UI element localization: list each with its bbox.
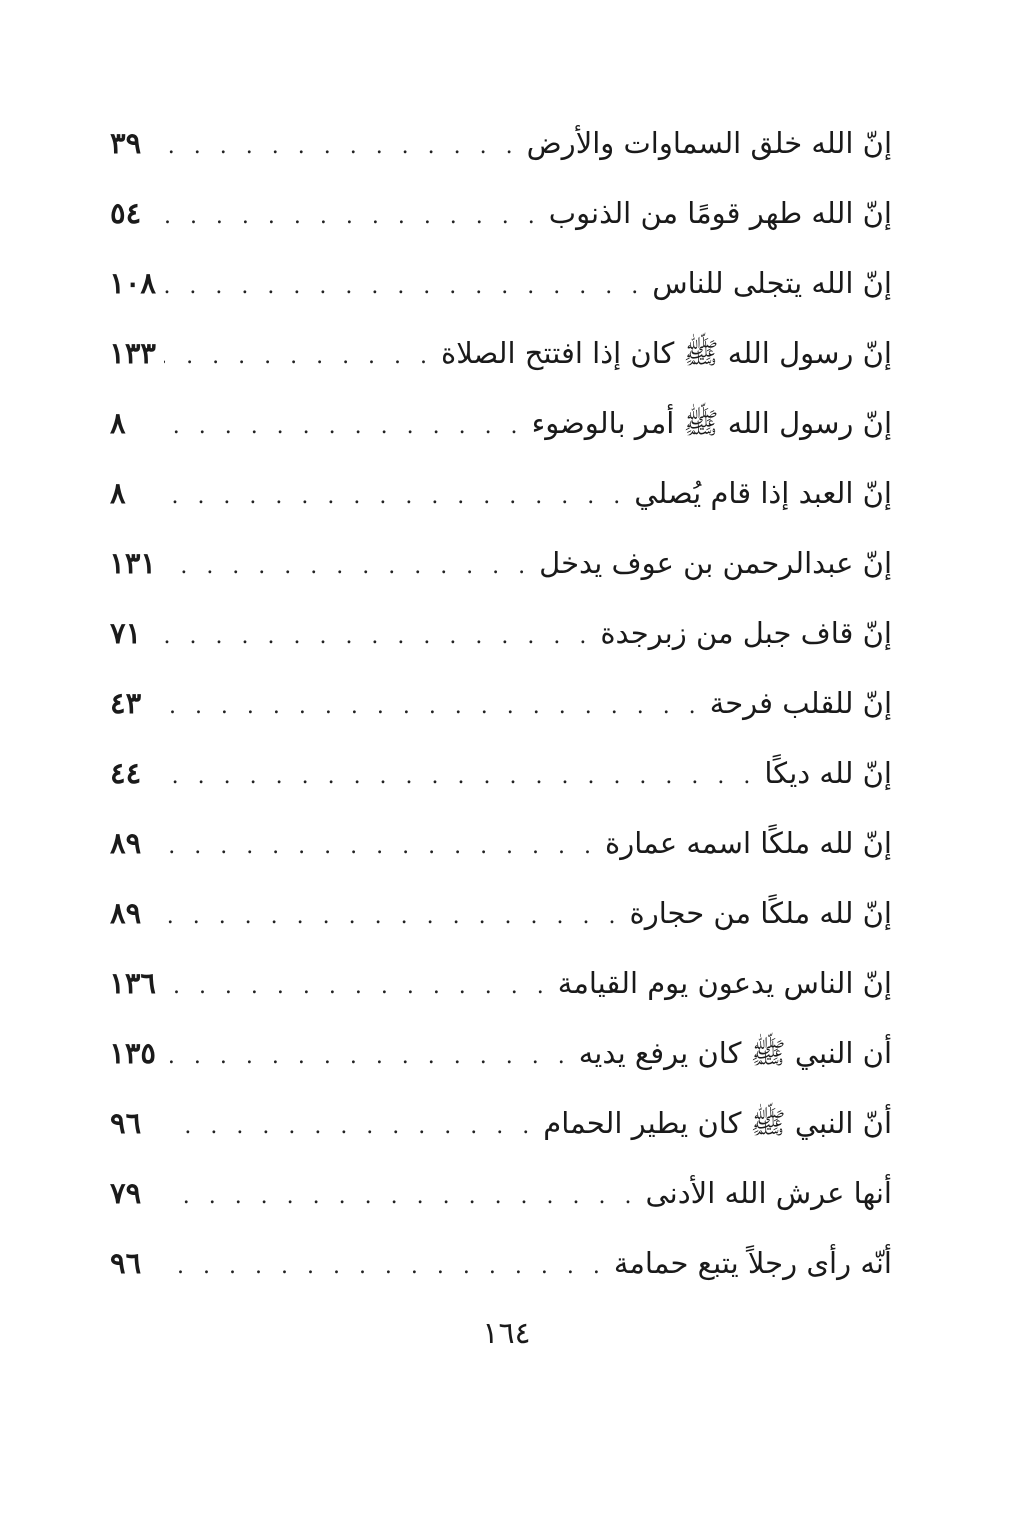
entry-page-number: ٨ [110,406,126,440]
entry-page-number: ١٣٦ [109,966,156,1000]
entry-title: إنّ الله يتجلى للناس [652,266,892,300]
entry-title: إنّ لله ملكًا من حجارة [629,896,892,930]
entry-page-number: ٥٤ [110,196,142,230]
index-entry [110,1088,892,1158]
dot-leader [164,1092,535,1162]
index-entry [110,738,892,808]
index-list [110,108,892,1298]
entry-title: إنّ الناس يدعون يوم القيامة [557,966,892,1000]
dot-leader [164,182,541,252]
entry-page-number: ٤٤ [110,756,142,790]
dot-leader [164,462,626,532]
index-entry [110,178,892,248]
dot-leader [164,602,592,672]
dot-leader [164,1022,571,1092]
entry-title: إنّ العبد إذا قام يُصلي [634,476,892,510]
index-entry [110,598,892,668]
entry-page-number: ٩٦ [110,1246,142,1280]
entry-title: إنّ عبدالرحمن بن عوف يدخل [539,546,892,580]
entry-title: إنّ الله طهر قومًا من الذنوب [548,196,892,230]
index-entry [110,528,892,598]
page-number: ١٦٤ [482,1316,531,1351]
entry-page-number: ٨ [110,476,126,510]
entry-page-number: ١٠٨ [109,266,156,300]
entry-title: إنّ لله ديكًا [764,756,892,790]
entry-title: إنّ رسول الله ﷺ كان إذا افتتح الصلاة [441,336,892,370]
entry-title: إنّ لله ملكًا اسمه عمارة [605,826,892,860]
entry-page-number: ١٣٣ [109,336,156,370]
index-entry [110,668,892,738]
dot-leader [164,322,433,392]
entry-page-number: ٨٩ [110,896,142,930]
index-entry [110,878,892,948]
entry-title: أن النبي ﷺ كان يرفع يديه [578,1036,892,1070]
entry-page-number: ٣٩ [110,126,142,160]
entry-page-number: ٧١ [110,616,142,650]
dot-leader [164,812,597,882]
entry-page-number: ٩٦ [110,1106,142,1140]
entry-title: أنها عرش الله الأدنى [645,1176,892,1210]
entry-title: إنّ قاف جبل من زبرجدة [600,616,892,650]
dot-leader [164,1162,638,1232]
index-entry [110,458,892,528]
index-entry [110,948,892,1018]
index-entry [110,1158,892,1228]
dot-leader [164,672,702,742]
index-entry [110,248,892,318]
entry-page-number: ٨٩ [110,826,142,860]
dot-leader [164,882,622,952]
dot-leader [164,112,519,182]
entry-page-number: ١٣١ [109,546,156,580]
entry-title: أنّه رأى رجلاً يتبع حمامة [613,1246,892,1280]
dot-leader [164,532,531,602]
entry-page-number: ٧٩ [110,1176,142,1210]
index-entry [110,108,892,178]
dot-leader [164,742,756,812]
dot-leader [164,1232,606,1302]
dot-leader [164,252,644,322]
entry-title: إنّ للقلب فرحة [709,686,892,720]
index-entry [110,1228,892,1298]
entry-title: إنّ الله خلق السماوات والأرض [526,126,892,160]
index-entry [110,318,892,388]
entry-title: إنّ رسول الله ﷺ أمر بالوضوء [531,406,892,440]
index-entry [110,808,892,878]
index-entry [110,388,892,458]
entry-page-number: ٤٣ [110,686,142,720]
dot-leader [164,392,524,462]
entry-page-number: ١٣٥ [109,1036,156,1070]
entry-title: أنّ النبي ﷺ كان يطير الحمام [543,1106,892,1140]
dot-leader [164,952,550,1022]
index-entry [110,1018,892,1088]
